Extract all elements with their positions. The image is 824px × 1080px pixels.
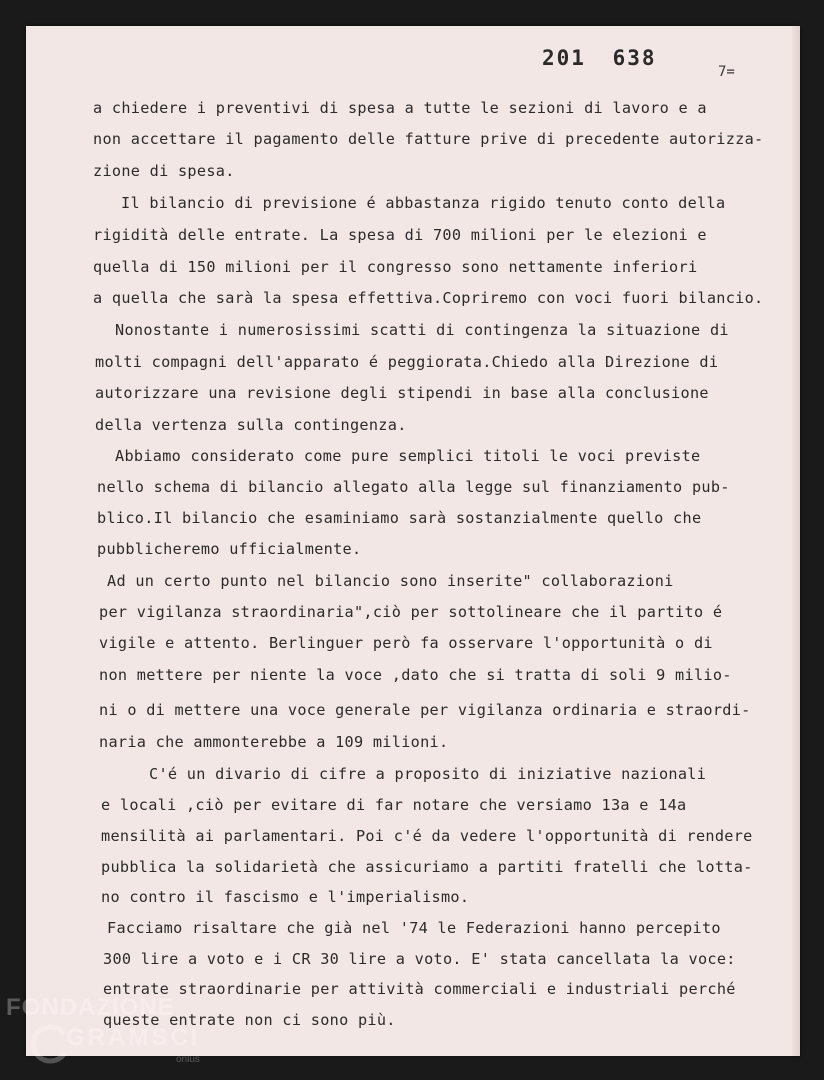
- document-page: [26, 26, 800, 1056]
- text-line: quella di 150 milioni per il congresso sono nettamente inferiori: [93, 258, 698, 276]
- text-line: a chiedere i preventivi di spesa a tutte le sezioni di lavoro e a: [93, 99, 707, 117]
- text-line: non accettare il pagamento delle fatture prive di precedente autorizza-: [93, 130, 764, 148]
- watermark-line-2: GRAMSCI: [66, 1024, 201, 1051]
- text-line: Facciamo risaltare che già nel '74 le Federazioni hanno percepito: [107, 919, 721, 937]
- text-line: zione di spesa.: [93, 162, 235, 180]
- text-line: no contro il fascismo e l'imperialismo.: [101, 888, 470, 906]
- text-line: pubblicheremo ufficialmente.: [97, 540, 362, 558]
- text-line: Abbiamo considerato come pure semplici titoli le voci previste: [115, 447, 701, 465]
- text-line: per vigilanza straordinaria",ciò per sottolineare che il partito é: [99, 603, 723, 621]
- text-line: pubblica la solidarietà che assicuriamo a partiti fratelli che lotta-: [101, 858, 753, 876]
- watermark-line-1: FONDAZIONE: [6, 994, 175, 1021]
- text-line: della vertenza sulla contingenza.: [95, 416, 407, 434]
- text-line: Nonostante i numerosissimi scatti di contingenza la situazione di: [115, 321, 729, 339]
- text-line: mensilità ai parlamentari. Poi c'é da vedere l'opportunità di rendere: [101, 827, 753, 845]
- page-edge: [792, 26, 800, 1056]
- text-line: 300 lire a voto e i CR 30 lire a voto. E' stata cancellata la voce:: [103, 950, 736, 968]
- gramsci-logo-icon: [30, 1022, 70, 1066]
- archive-number: 201 638: [542, 46, 657, 70]
- text-line: nello schema di bilancio allegato alla legge sul finanziamento pub-: [97, 478, 730, 496]
- text-line: Ad un certo punto nel bilancio sono inserite" collaborazioni: [107, 572, 674, 590]
- text-line: entrate straordinarie per attività commerciali e industriali perché: [103, 980, 736, 998]
- text-line: non mettere per niente la voce ,dato che si tratta di soli 9 milio-: [99, 666, 732, 684]
- text-line: blico.Il bilancio che esaminiamo sarà sostanzialmente quello che: [97, 509, 702, 527]
- text-line: molti compagni dell'apparato é peggiorata.Chiedo alla Direzione di: [95, 353, 719, 371]
- text-line: rigidità delle entrate. La spesa di 700 milioni per le elezioni e: [93, 226, 707, 244]
- text-line: autorizzare una revisione degli stipendi in base alla conclusione: [95, 384, 709, 402]
- watermark-line-3: onlus: [176, 1054, 200, 1065]
- fondazione-gramsci-watermark: [0, 992, 230, 1072]
- text-line: vigile e attento. Berlinguer però fa osservare l'opportunità o di: [99, 634, 713, 652]
- text-line: a quella che sarà la spesa effettiva.Copriremo con voci fuori bilancio.: [93, 289, 764, 307]
- text-line: C'é un divario di cifre a proposito di iniziative nazionali: [149, 765, 707, 783]
- text-line: ni o di mettere una voce generale per vigilanza ordinaria e straordi-: [99, 701, 751, 719]
- text-line: e locali ,ciò per evitare di far notare che versiamo 13a e 14a: [101, 796, 687, 814]
- text-line: queste entrate non ci sono più.: [103, 1011, 396, 1029]
- page-number: 7=: [718, 64, 735, 80]
- text-line: Il bilancio di previsione é abbastanza rigido tenuto conto della: [121, 194, 726, 212]
- text-line: naria che ammonterebbe a 109 milioni.: [99, 733, 449, 751]
